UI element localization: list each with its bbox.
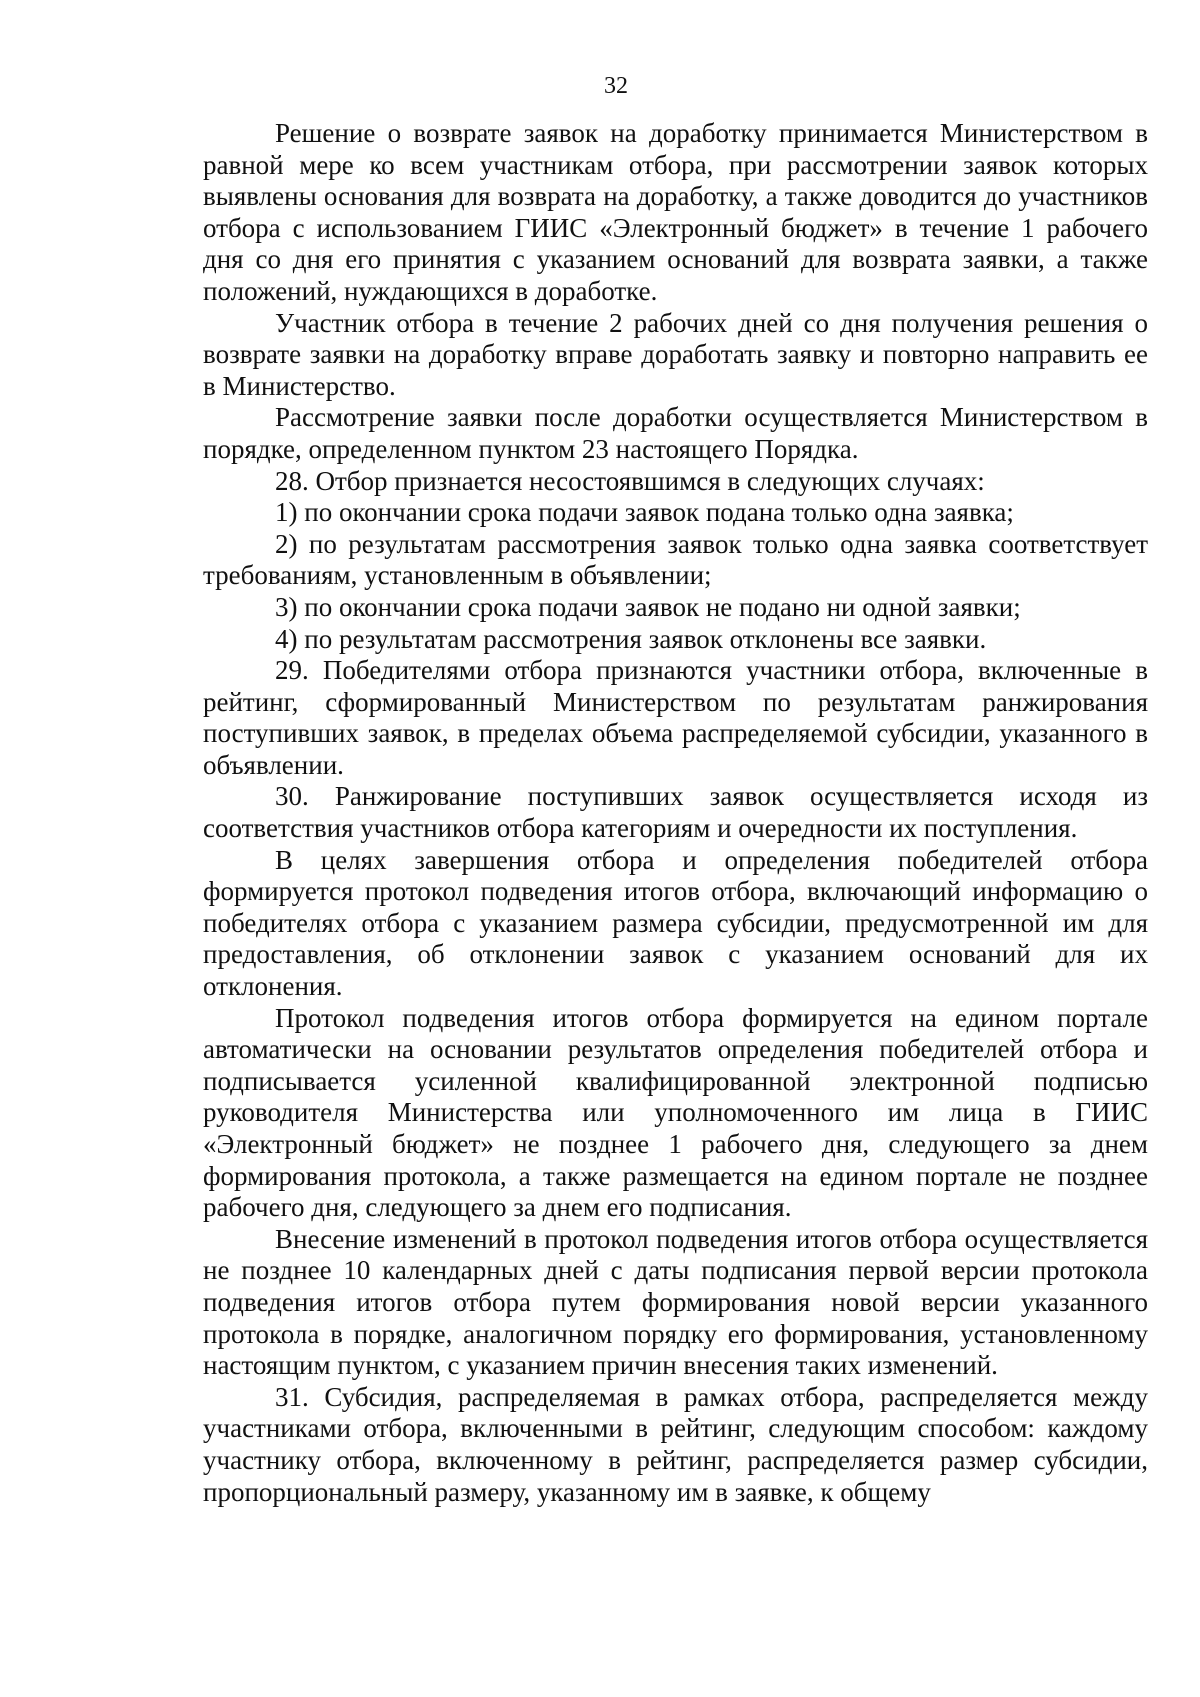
paragraph-28-heading: 28. Отбор признается несостоявшимся в следующих случаях: <box>275 465 985 496</box>
list-item-28-3: 3) по окончании срока подачи заявок не подано ни одной заявки; <box>275 591 1021 622</box>
list-item-28-2: 2) по результатам рассмотрения заявок только одна заявка соответствует требованиям, установленным в объявлении; <box>203 528 1148 591</box>
page-number: 32 <box>604 73 628 99</box>
paragraph-participant-revision: Участник отбора в течение 2 рабочих дней со дня получения решения о возврате заявки на доработку вправе доработать заявку и повторно направить ее в Министерство. <box>203 307 1148 401</box>
paragraph-31: 31. Субсидия, распределяемая в рамках отбора, распределяется между участниками отбора, включенными в рейтинг, следующим способом: каждому участнику отбора, включенному в рейтинг, распределяется размер субсидии, пропорциональный размеру, указанному им в заявке, к общему <box>203 1381 1148 1507</box>
paragraph-protocol-changes: Внесение изменений в протокол подведения итогов отбора осуществляется не позднее 10 календарных дней с даты подписания первой версии протокола подведения итогов отбора путем формирования новой версии указанного протокола в порядке, аналогичном порядку его формирования, установленному настоящим пунктом, с указанием причин внесения таких изменений. <box>203 1223 1148 1381</box>
paragraph-29: 29. Победителями отбора признаются участники отбора, включенные в рейтинг, сформированный Министерством по результатам ранжирования поступивших заявок, в пределах объема распределяемой субсидии, указанного в объявлении. <box>203 655 1148 780</box>
paragraph-30: 30. Ранжирование поступивших заявок осуществляется исходя из соответствия участников отбора категориям и очередности их поступления. <box>203 781 1148 844</box>
document-body <box>203 118 1148 1508</box>
list-item-28-1: 1) по окончании срока подачи заявок подана только одна заявка; <box>275 497 1014 528</box>
paragraph-protocol-purpose: В целях завершения отбора и определения победителей отбора формируется протокол подведения итогов отбора, включающий информацию о победителях отбора с указанием размера субсидии, предусмотренной им для предоставления, об отклонении заявок с указанием оснований для их отклонения. <box>203 844 1148 1002</box>
paragraph-return-decision: Решение о возврате заявок на доработку принимается Министерством в равной мере ко всем участникам отбора, при рассмотрении заявок которых выявлены основания для возврата на доработку, а также доводится до участников отбора с использованием ГИИС «Электронный бюджет» в течение 1 рабочего дня со дня его принятия с указанием оснований для возврата заявки, а также положений, нуждающихся в доработке. <box>203 118 1148 306</box>
list-item-28-4: 4) по результатам рассмотрения заявок отклонены все заявки. <box>275 623 987 654</box>
paragraph-protocol-signing: Протокол подведения итогов отбора формируется на едином портале автоматически на основании результатов определения победителей отбора и подписывается усиленной квалифицированной электронной подписью руководителя Министерства или уполномоченного им лица в ГИИС «Электронный бюджет» не позднее 1 рабочего дня, следующего за днем формирования протокола, а также размещается на едином портале не позднее рабочего дня, следующего за днем его подписания. <box>203 1002 1148 1223</box>
paragraph-review-after-revision: Рассмотрение заявки после доработки осуществляется Министерством в порядке, определенном пунктом 23 настоящего Порядка. <box>203 402 1148 464</box>
